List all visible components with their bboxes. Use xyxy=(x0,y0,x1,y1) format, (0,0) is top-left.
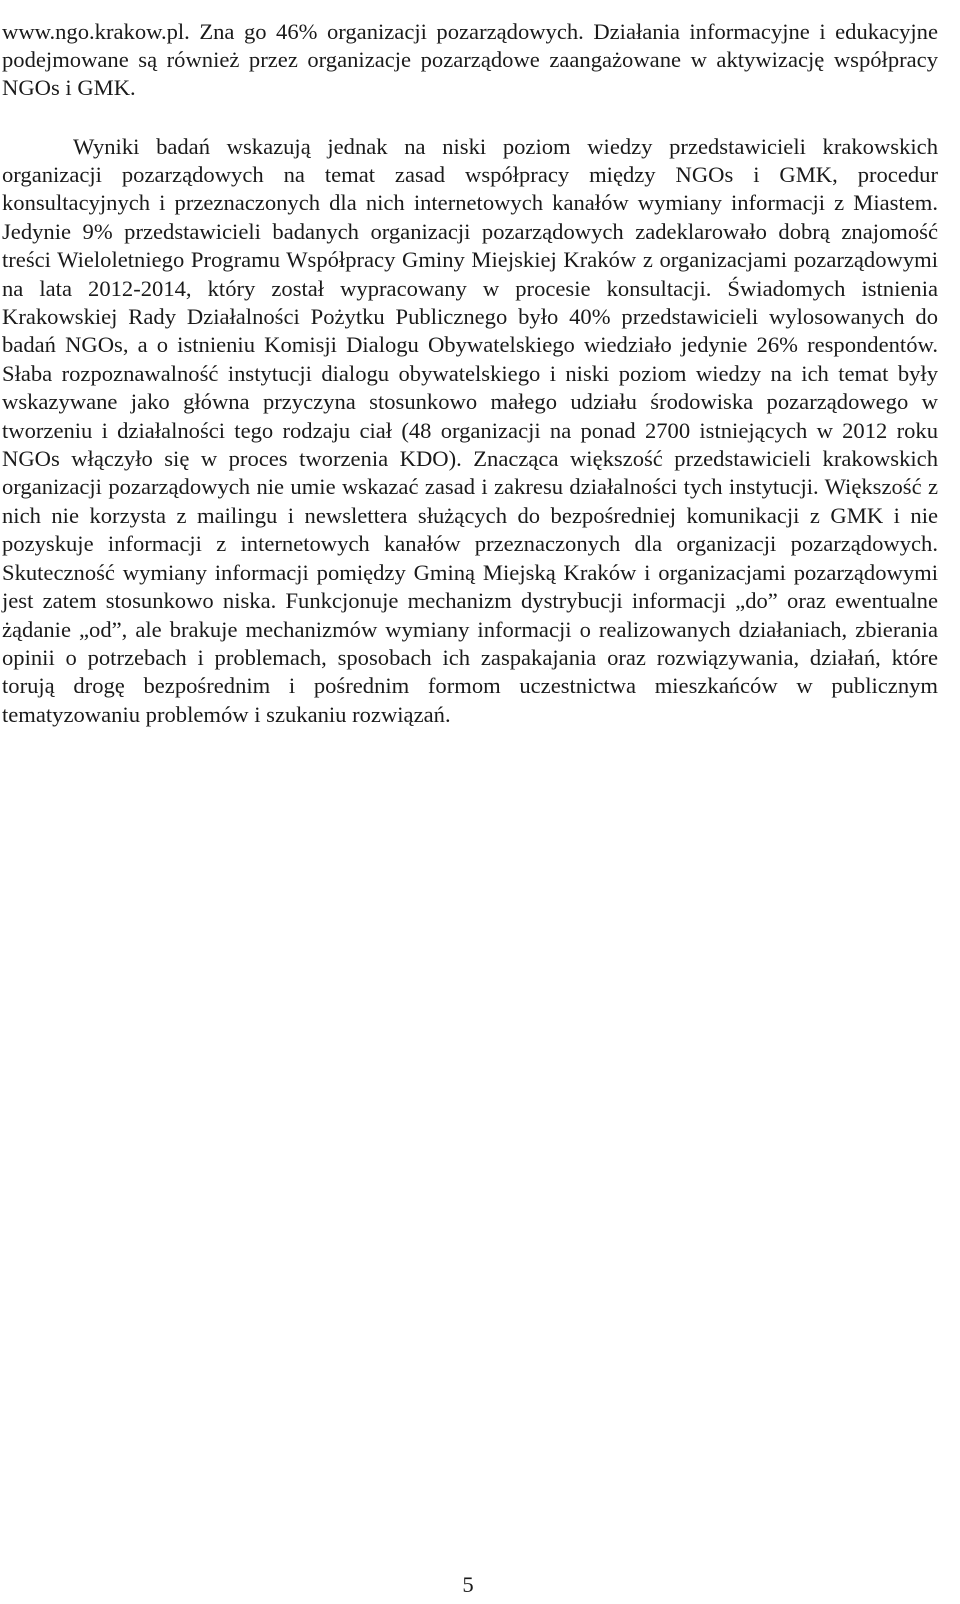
page-number: 5 xyxy=(462,1572,474,1597)
paragraph-research-findings: Wyniki badań wskazują jednak na niski poziom wiedzy przedstawicieli krakowskich organizacji pozarządowych na temat zasad współpracy między NGOs i GMK, procedur konsultacyjnych i przeznaczonych dla nich internetowych kanałów wymiany informacji z Miastem. Jedynie 9% przedstawicieli badanych organizacji pozarządowych zadeklarowało dobrą znajomość treści Wieloletniego Programu Współpracy Gminy Miejskiej Kraków z organizacjami pozarządowymi na lata 2012-2014, który został wypracowany w procesie konsultacji. Świadomych istnienia Krakowskiej Rady Działalności Pożytku Publicznego było 40% przedstawicieli wylosowanych do badań NGOs, a o istnieniu Komisji Dialogu Obywatelskiego wiedziało jedynie 26% respondentów. Słaba rozpoznawalność instytucji dialogu obywatelskiego i niski poziom wiedzy na ich temat były wskazywane jako główna przyczyna stosunkowo małego udziału środowiska pozarządowego w tworzeniu i działalności tego rodzaju ciał (48 organizacji na ponad 2700 istniejących w 2012 roku NGOs włączyło się w proces tworzenia KDO). Znacząca większość przedstawicieli krakowskich organizacji pozarządowych nie umie wskazać zasad i zakresu działalności tych instytucji. Większość z nich nie korzysta z mailingu i newslettera służących do bezpośredniej komunikacji z GMK i nie pozyskuje informacji z internetowych kanałów przeznaczonych dla organizacji pozarządowych. Skuteczność wymiany informacji pomiędzy Gminą Miejską Kraków i organizacjami pozarządowymi jest zatem stosunkowo niska. Funkcjonuje mechanizm dystrybucji informacji „do” oraz ewentualne żądanie „od”, ale brakuje mechanizmów wymiany informacji o realizowanych działaniach, zbierania opinii o potrzebach i problemach, sposobach ich zaspakajania oraz rozwiązywania, działań, które torują drogę bezpośrednim i pośrednim formom uczestnictwa mieszkańców w publicznym tematyzowaniu problemów i szukaniu rozwiązań. xyxy=(2,133,938,727)
paragraph-intro: www.ngo.krakow.pl. Zna go 46% organizacji pozarządowych. Działania informacyjne i edukacyjne podejmowane są również przez organizacje pozarządowe zaangażowane w aktywizację współpracy NGOs i GMK. xyxy=(2,18,938,101)
